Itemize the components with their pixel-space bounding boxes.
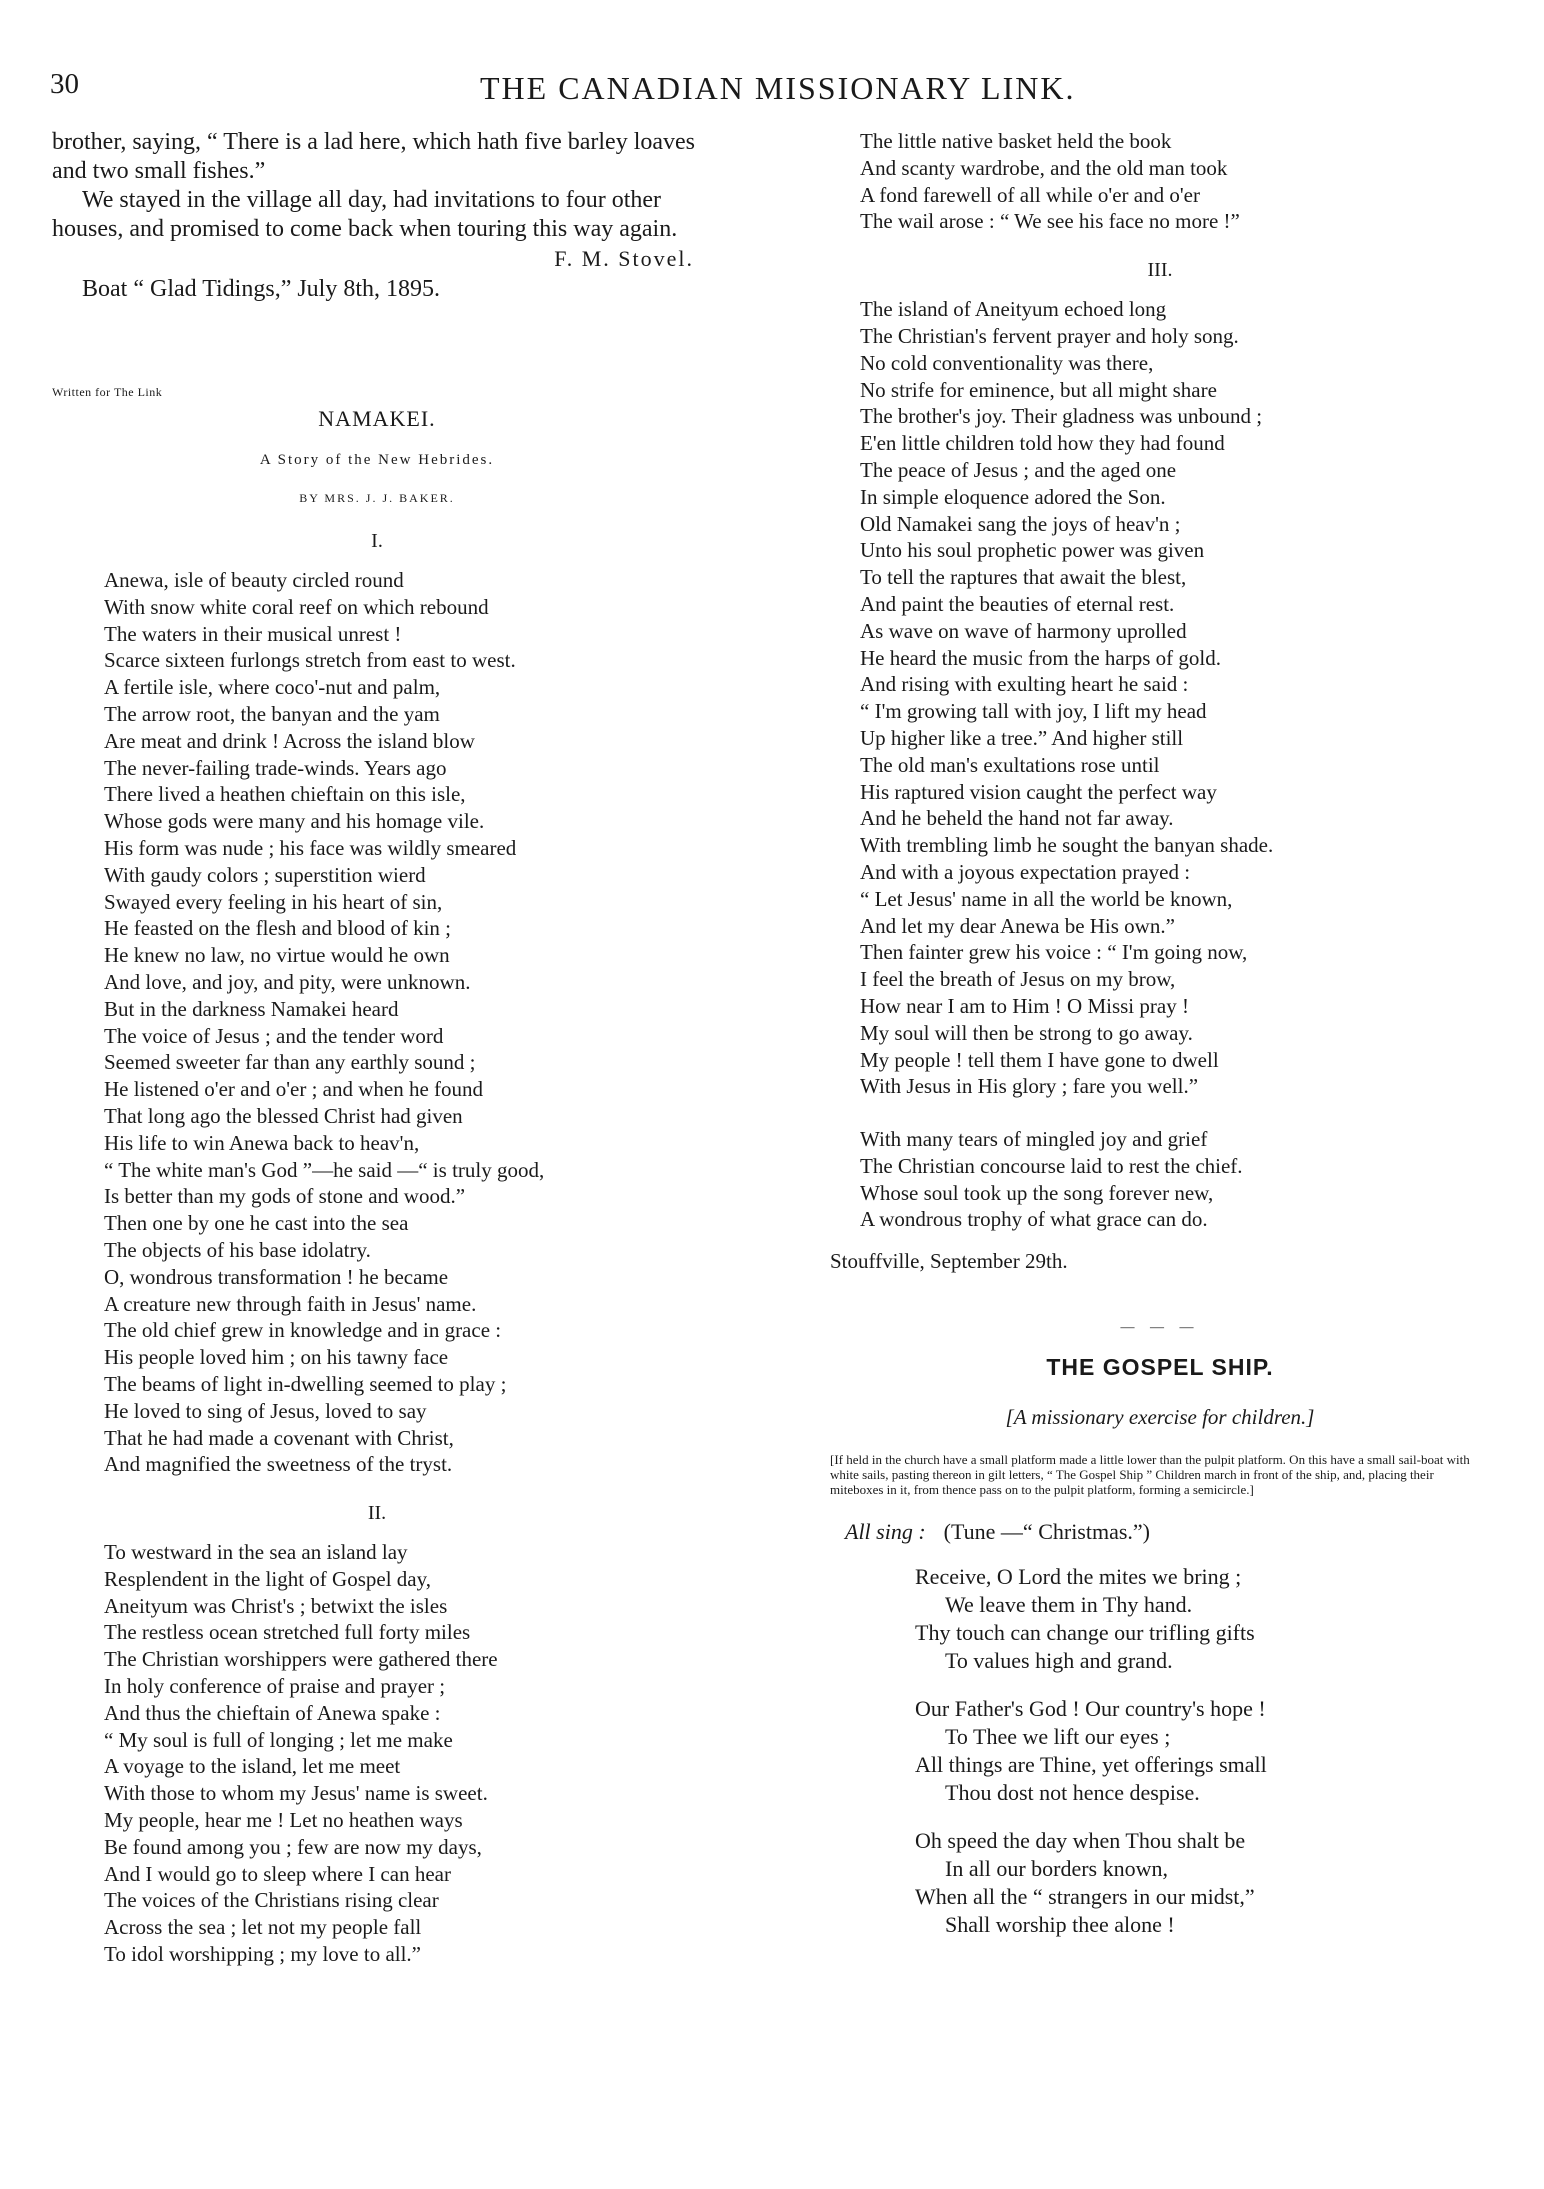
verse-line: “ My soul is full of longing ; let me make (104, 1727, 453, 1752)
verse-line: “ I'm growing tall with joy, I lift my head (860, 699, 1207, 724)
verse-line: The objects of his base idolatry. (104, 1237, 371, 1262)
verse-line: The beams of light in-dwelling seemed to play ; (104, 1371, 507, 1396)
verse-line: To idol worshipping ; my love to all.” (104, 1942, 421, 1967)
part-3-number: III. (1147, 259, 1173, 282)
verse-line: O, wondrous transformation ! he became (104, 1264, 449, 1289)
verse-line: To tell the raptures that await the blest, (860, 565, 1187, 590)
verse-line: And he beheld the hand not far away. (860, 806, 1174, 831)
hymn-line: Our Father's God ! Our country's hope ! (915, 1696, 1266, 1722)
verse-line: Whose gods were many and his homage vile. (104, 809, 485, 834)
verse-line: With gaudy colors ; superstition wierd (104, 862, 426, 887)
verse-line: A fond farewell of all while o'er and o'er (860, 182, 1200, 207)
masthead: THE CANADIAN MISSIONARY LINK. (480, 70, 1076, 106)
poem-byline: BY MRS. J. J. BAKER. (299, 491, 455, 505)
part-2-verse (52, 1539, 702, 1968)
verse-line: His people loved him ; on his tawny face (104, 1345, 449, 1370)
verse-line: Are meat and drink ! Across the island blow (104, 728, 475, 753)
verse-line: The arrow root, the banyan and the yam (104, 701, 440, 726)
verse-line: Swayed every feeling in his heart of sin, (104, 889, 443, 914)
verse-line: Unto his soul prophetic power was given (860, 538, 1205, 563)
letter-paragraph-2: We stayed in the village all day, had invitations to four other houses, and promised to come back when touring this way again. (52, 187, 678, 242)
verse-line: With trembling limb he sought the banyan shade. (860, 833, 1274, 858)
verse-line: The brother's joy. Their gladness was unbound ; (860, 404, 1263, 429)
verse-line: Anewa, isle of beauty circled round (104, 568, 404, 592)
verse-line: Then fainter grew his voice : “ I'm going now, (860, 940, 1248, 965)
verse-line: The Christian concourse laid to rest the chief. (860, 1153, 1243, 1178)
verse-line: With those to whom my Jesus' name is sweet. (104, 1781, 488, 1806)
hymn-line: Thou dost not hence despise. (945, 1780, 1200, 1806)
verse-line: That he had made a covenant with Christ, (104, 1425, 454, 1450)
verse-line: The restless ocean stretched full forty miles (104, 1620, 471, 1645)
verse-line: Whose soul took up the song forever new, (860, 1180, 1214, 1205)
verse-line: To westward in the sea an island lay (104, 1540, 408, 1565)
verse-line: The never-failing trade-winds. Years ago (104, 755, 447, 780)
verse-line: With snow white coral reef on which rebound (104, 594, 489, 619)
verse-line: And magnified the sweetness of the tryst. (104, 1452, 453, 1477)
verse-line: He loved to sing of Jesus, loved to say (104, 1398, 427, 1423)
verse-line: The Christian worshippers were gathered there (104, 1647, 498, 1672)
verse-line: Across the sea ; let not my people fall (104, 1915, 422, 1940)
verse-line: His raptured vision caught the perfect way (860, 779, 1217, 804)
verse-line: A wondrous trophy of what grace can do. (860, 1207, 1208, 1232)
verse-line: My people, hear me ! Let no heathen ways (104, 1808, 463, 1833)
verse-line: With many tears of mingled joy and grief (860, 1127, 1208, 1152)
poem-place-date: Stouffville, September 29th. (830, 1249, 1068, 1274)
verse-line: Up higher like a tree.” And higher still (860, 725, 1184, 750)
hymn-line: To values high and grand. (945, 1648, 1173, 1674)
verse-line: And love, and joy, and pity, were unknown. (104, 969, 471, 994)
verse-line: Resplendent in the light of Gospel day, (104, 1566, 431, 1591)
verse-line: No strife for eminence, but all might share (860, 377, 1217, 402)
verse-line: The old chief grew in knowledge and in grace : (104, 1318, 502, 1343)
verse-line: In holy conference of praise and prayer ; (104, 1674, 446, 1699)
verse-line: The peace of Jesus ; and the aged one (860, 457, 1177, 482)
verse-line: And with a joyous expectation prayed : (860, 859, 1191, 884)
hymn-line: Shall worship thee alone ! (945, 1912, 1175, 1938)
letter-signature: F. M. Stovel. (554, 246, 694, 271)
verse-line: And scanty wardrobe, and the old man took (860, 155, 1228, 180)
verse-line: The voice of Jesus ; and the tender word (104, 1023, 444, 1048)
verse-line: “ The white man's God ”—he said —“ is truly good, (104, 1157, 545, 1182)
verse-line: The wail arose : “ We see his face no more !” (860, 209, 1240, 234)
verse-line: His life to win Anewa back to heav'n, (104, 1130, 420, 1155)
verse-line: A voyage to the island, let me meet (104, 1754, 401, 1779)
verse-line: Be found among you ; few are now my days, (104, 1834, 482, 1859)
verse-line: A fertile isle, where coco'-nut and palm, (104, 675, 441, 700)
all-sing-label: All sing : (845, 1519, 926, 1545)
verse-line: He listened o'er and o'er ; and when he found (104, 1077, 484, 1102)
verse-line: His form was nude ; his face was wildly smeared (104, 835, 517, 860)
letter-dateline: Boat “ Glad Tidings,” July 8th, 1895. (82, 276, 441, 302)
part-2-continued-verse (830, 128, 1490, 235)
verse-line: A creature new through faith in Jesus' name. (104, 1291, 477, 1316)
hymn-line: Receive, O Lord the mites we bring ; (915, 1564, 1242, 1590)
hymn-verse-2 (830, 1695, 1490, 1807)
verse-line: The little native basket held the book (860, 129, 1172, 153)
hymn-line: Thy touch can change our trifling gifts (915, 1620, 1255, 1646)
verse-line: I feel the breath of Jesus on my brow, (860, 967, 1176, 992)
hymn-line: All things are Thine, yet offerings small (915, 1752, 1267, 1778)
poem-subtitle: A Story of the New Hebrides. (259, 452, 495, 468)
written-for-note: Written for The Link (52, 385, 163, 399)
verse-line: The island of Aneityum echoed long (860, 297, 1167, 322)
verse-line: Old Namakei sang the joys of heav'n ; (860, 511, 1181, 536)
hymn-line: We leave them in Thy hand. (945, 1592, 1193, 1618)
verse-line: “ Let Jesus' name in all the world be known, (860, 886, 1233, 911)
gospel-ship-title: THE GOSPEL SHIP. (1046, 1354, 1274, 1381)
part-3-verse (830, 296, 1490, 1100)
verse-line: Is better than my gods of stone and wood.” (104, 1184, 466, 1209)
verse-line: No cold conventionality was there, (860, 350, 1154, 375)
right-column (830, 128, 1490, 1939)
verse-line: With Jesus in His glory ; fare you well.” (860, 1074, 1199, 1099)
page-number: 30 (50, 68, 79, 100)
gospel-ship-instruction: [If held in the church have a small platform made a little lower than the pulpit platform. On this have a small sail-boat with white sails, pasting thereon in gilt letters, “ The Gospel Ship ” Children march in front of the ship, and, placing their miteboxes in it, from thence pass on to the pulpit platform, forming a semicircle.] (830, 1452, 1470, 1498)
part-2-number: II. (367, 1502, 387, 1525)
left-column (52, 128, 702, 1968)
verse-line: The Christian's fervent prayer and holy song. (860, 323, 1239, 348)
gospel-ship-subtitle: [A missionary exercise for children.] (1005, 1405, 1315, 1430)
verse-line: Seemed sweeter far than any earthly sound ; (104, 1050, 476, 1075)
hymn-verse-3 (830, 1827, 1490, 1939)
verse-line: E'en little children told how they had found (860, 431, 1225, 456)
part-1-verse (52, 567, 702, 1478)
verse-line: He feasted on the flesh and blood of kin ; (104, 916, 451, 941)
hymn-line: When all the “ strangers in our midst,” (915, 1884, 1255, 1910)
verse-line: And rising with exulting heart he said : (860, 672, 1189, 697)
verse-line: And I would go to sleep where I can hear (104, 1861, 451, 1886)
hymn-line: To Thee we lift our eyes ; (945, 1724, 1171, 1750)
part-1-number: I. (371, 530, 383, 552)
verse-line: Then one by one he cast into the sea (104, 1211, 409, 1236)
verse-line: He heard the music from the harps of gold. (860, 645, 1221, 670)
verse-line: And let my dear Anewa be His own.” (860, 913, 1175, 938)
verse-line: The old man's exultations rose until (860, 752, 1160, 777)
verse-line: Aneityum was Christ's ; betwixt the isles (104, 1593, 448, 1618)
verse-line: As wave on wave of harmony uprolled (860, 618, 1187, 643)
all-sing-line (845, 1519, 1490, 1545)
verse-line: The voices of the Christians rising clear (104, 1888, 439, 1913)
verse-line: My people ! tell them I have gone to dwell (860, 1047, 1219, 1072)
verse-line: He knew no law, no virtue would he own (104, 943, 450, 968)
verse-line: How near I am to Him ! O Missi pray ! (860, 993, 1189, 1018)
hymn-line: Oh speed the day when Thou shalt be (915, 1828, 1246, 1854)
verse-line: And thus the chieftain of Anewa spake : (104, 1700, 441, 1725)
tune-label: (Tune —“ Christmas.”) (943, 1519, 1151, 1545)
poem-title: NAMAKEI. (318, 406, 436, 431)
section-divider: — — — (1120, 1320, 1200, 1336)
verse-line: That long ago the blessed Christ had given (104, 1103, 463, 1128)
verse-line: My soul will then be strong to go away. (860, 1020, 1193, 1045)
verse-line: The waters in their musical unrest ! (104, 621, 402, 646)
verse-line: Scarce sixteen furlongs stretch from east to west. (104, 648, 516, 673)
letter-paragraph-1: brother, saying, “ There is a lad here, which hath five barley loaves and two small fishes.” (52, 129, 696, 184)
hymn-verse-1 (830, 1563, 1490, 1675)
verse-line: And paint the beauties of eternal rest. (860, 591, 1175, 616)
verse-line: But in the darkness Namakei heard (104, 996, 399, 1021)
verse-line: There lived a heathen chieftain on this isle, (104, 782, 466, 807)
verse-line: In simple eloquence adored the Son. (860, 484, 1166, 509)
hymn-line: In all our borders known, (945, 1856, 1169, 1882)
part-3-closing-verse (830, 1126, 1490, 1233)
